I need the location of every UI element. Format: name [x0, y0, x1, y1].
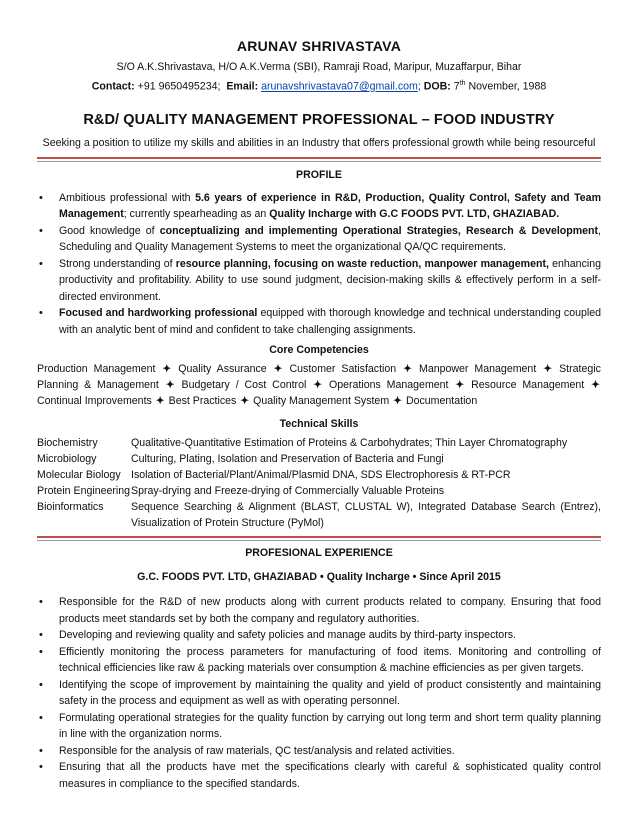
- dob-rest: November, 1988: [468, 80, 547, 93]
- competency-item: Production Management: [37, 363, 156, 376]
- email-link[interactable]: arunavshrivastava07@gmail.com: [261, 80, 418, 93]
- address-line: S/O A.K.Shrivastava, H/O A.K.Verma (SBI), Ramraji Road, Maripur, Muzaffarpur, Bihar: [116, 61, 522, 73]
- skill-area: Microbiology: [37, 453, 97, 466]
- skill-detail: Sequence Searching & Alignment (BLAST, CLUSTAL W), Integrated Database Search (Entrez), Visualization of Protein Structure (PyMol): [131, 501, 601, 530]
- core-competencies-heading: Core Competencies: [269, 344, 369, 357]
- contact-label: Contact:: [91, 80, 135, 93]
- experience-item: • Identifying the scope of improvement by maintaining the quality and yield of product consistently and maintaining safety in the process and equipment as well as with operating personnel.: [59, 677, 601, 710]
- email-label: Email:: [226, 80, 259, 93]
- skill-detail: Spray-drying and Freeze-drying of Commercially Valuable Proteins: [131, 485, 445, 498]
- competency-separator-icon: ✦: [165, 379, 175, 392]
- technical-skills-heading: Technical Skills: [279, 418, 359, 431]
- profile-item-text: , Scheduling and Quality Management Systems to meet the organizational QA/QC requirements.: [59, 224, 601, 254]
- competency-separator-icon: ✦: [543, 363, 553, 376]
- skill-detail: Qualitative-Quantitative Estimation of Proteins & Carbohydrates; Thin Layer Chromatography: [131, 437, 568, 450]
- experience-item: • Responsible for the analysis of raw materials, QC test/analysis and related activities.: [59, 743, 601, 760]
- profile-item-text: conceptualizing and implementing Operational Strategies, Research & Development: [159, 224, 599, 237]
- skill-detail: Isolation of Bacterial/Plant/Animal/Plasmid DNA, SDS Electrophoresis & RT-PCR: [131, 469, 511, 482]
- profile-item: [59, 223, 601, 256]
- competency-separator-icon: ✦: [455, 379, 465, 392]
- competency-separator-icon: ✦: [403, 363, 413, 376]
- profile-list: [37, 190, 601, 339]
- profile-heading: PROFILE: [296, 168, 342, 181]
- competency-item: Quality Management System: [253, 395, 390, 408]
- profile-item: [59, 305, 601, 338]
- experience-item: • Efficiently monitoring the process parameters for manufacturing of food items. Monitoring and controlling of technical efficiencies like raw & packing materials over consumption & machine efficiencies as per given targets.: [59, 644, 601, 677]
- candidate-name: ARUNAV SHRIVASTAVA: [236, 38, 402, 54]
- company-name: G.C. FOODS PVT. LTD, GHAZIABAD: [137, 571, 318, 584]
- skill-area: Biochemistry: [37, 437, 98, 450]
- competency-separator-icon: ✦: [313, 379, 323, 392]
- competency-separator-icon: ✦: [155, 395, 165, 408]
- dot-separator: •: [412, 571, 417, 584]
- competency-separator-icon: ✦: [273, 363, 283, 376]
- competency-separator-icon: ✦: [240, 395, 250, 408]
- job-title-line: [37, 570, 601, 584]
- profile-item-text: ; currently spearheading as an: [123, 208, 270, 221]
- competency-item: Strategic Planning & Management: [37, 363, 601, 392]
- competency-item: Quality Assurance: [178, 363, 267, 376]
- skill-row: [37, 451, 601, 467]
- resume-headline: R&D/ QUALITY MANAGEMENT PROFESSIONAL – FOOD INDUSTRY: [83, 111, 555, 128]
- competency-separator-icon: ✦: [162, 363, 172, 376]
- skill-row: [37, 499, 601, 531]
- competency-item: Resource Management: [471, 379, 585, 392]
- competency-item: Operations Management: [328, 379, 449, 392]
- competency-item: Documentation: [405, 395, 478, 408]
- profile-item: [59, 256, 601, 306]
- skill-row: [37, 483, 601, 499]
- competency-separator-icon: ✦: [591, 379, 600, 392]
- section-divider-thin: [37, 161, 601, 162]
- skill-area: Bioinformatics: [37, 501, 104, 514]
- dob-day: 7: [453, 80, 460, 93]
- competency-item: Continual Improvements: [37, 395, 152, 408]
- objective-statement: Seeking a position to utilize my skills and abilities in an Industry that offers professional growth while being resourceful: [42, 136, 596, 149]
- experience-item: • Responsible for the R&D of new products along with current products related to company. Ensuring that food products meet standards set by both the company and regulatory authorities.: [59, 594, 601, 627]
- competency-separator-icon: ✦: [393, 395, 402, 408]
- dot-separator: •: [320, 571, 324, 584]
- phone-number: +91 9650495234;: [137, 80, 221, 93]
- experience-item: • Developing and reviewing quality and safety policies and manage audits by third-party inspectors.: [59, 627, 601, 644]
- profile-item: [59, 190, 601, 223]
- email-separator: ;: [417, 80, 421, 93]
- core-competencies-list: [37, 361, 601, 409]
- skill-row: [37, 435, 601, 451]
- job-role: Quality Incharge: [326, 571, 410, 584]
- competency-item: Budgetary / Cost Control: [181, 379, 307, 392]
- profile-item-text: Good knowledge of: [59, 224, 160, 237]
- profile-item-text: Ambitious professional with: [59, 191, 196, 204]
- profile-item-text: 5.6 years of experience in R&D, Production, Quality Control, Safety and Team Management: [59, 191, 601, 221]
- experience-heading: PROFESIONAL EXPERIENCE: [245, 547, 393, 560]
- skill-area: Protein Engineering: [37, 485, 131, 498]
- job-since: Since April 2015: [419, 571, 501, 584]
- section-divider: [37, 157, 601, 159]
- experience-item: • Formulating operational strategies for the quality function by carrying out long term and short term quality planning in line with the organization norms.: [59, 710, 601, 743]
- profile-item-text: resource planning, focusing on waste reduction, manpower management,: [175, 257, 549, 270]
- contact-line: [37, 77, 601, 94]
- competency-item: Manpower Management: [419, 363, 537, 376]
- dob-label: DOB:: [423, 80, 451, 93]
- experience-item: • Ensuring that all the products have met the specifications clearly with careful & sophisticated quality control measures in compliance to the specified standards.: [59, 759, 601, 792]
- dob-suffix: th: [459, 80, 466, 87]
- profile-item-text: Quality Incharge with G.C FOODS PVT. LTD, GHAZIABAD.: [269, 208, 560, 221]
- profile-item-text: enhancing productivity and profitability. Ability to use sound judgment, decision-making skills & effectively perform in a self-directed environment.: [59, 257, 602, 303]
- skill-row: [37, 467, 601, 483]
- profile-item-text: equipped with thorough knowledge and technical understanding coupled with an analytic bent of mind and confident to take challenging assignments.: [59, 307, 602, 336]
- experience-list: [37, 594, 601, 792]
- section-divider-thin: [37, 540, 601, 541]
- technical-skills-table: [37, 435, 601, 531]
- skill-area: Molecular Biology: [37, 469, 121, 482]
- competency-item: Best Practices: [168, 395, 237, 408]
- profile-item-text: Focused and hardworking professional: [59, 307, 258, 320]
- competency-item: Customer Satisfaction: [289, 363, 397, 376]
- skill-detail: Culturing, Plating, Isolation and Preservation of Bacteria and Fungi: [131, 453, 444, 466]
- profile-item-text: Strong understanding of: [59, 257, 176, 270]
- section-divider: [37, 536, 601, 538]
